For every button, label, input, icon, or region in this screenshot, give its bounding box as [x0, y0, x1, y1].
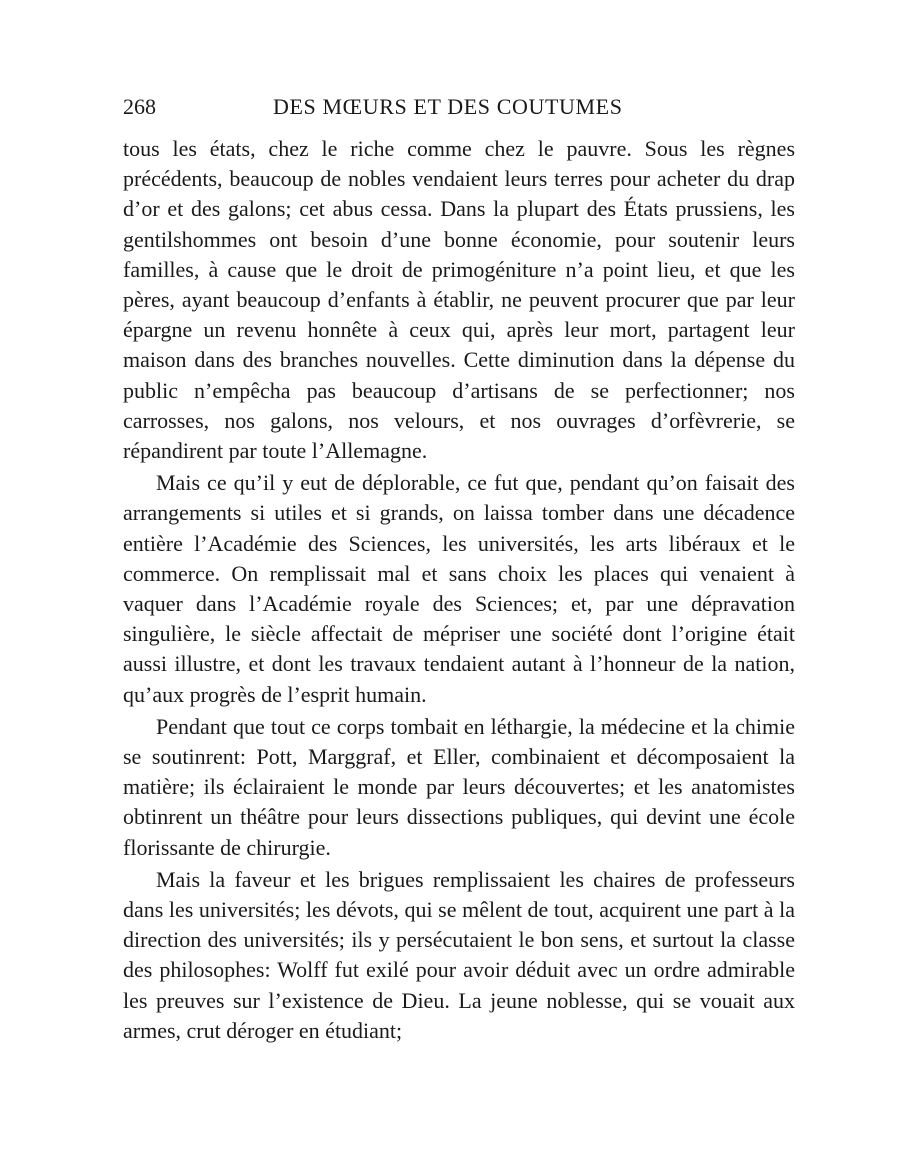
- paragraph-2: Mais ce qu’il y eut de déplorable, ce fut que, pendant qu’on faisait des arrangements si utiles et si grands, on laissa tomber dans une décadence entière l’Académie des Sciences, les universités, les arts libéraux et le commerce. On remplissait mal et sans choix les places qui venaient à vaquer dans l’Académie royale des Sciences; et, par une dépravation singulière, le siècle affectait de mépriser une société dont l’origine était aussi illustre, et dont les travaux tendaient autant à l’honneur de la nation, qu’aux progrès de l’esprit humain.: [123, 470, 795, 707]
- paragraph-3: Pendant que tout ce corps tombait en léthargie, la médecine et la chimie se soutinrent: Pott, Marggraf, et Eller, combinaient et décomposaient la matière; ils éclairaient le monde par leurs découvertes; et les anatomistes obtinrent un théâtre pour leurs dissections publiques, qui devint une école florissante de chirurgie.: [123, 713, 795, 860]
- book-page: [123, 90, 795, 1046]
- page-number: 268: [123, 94, 156, 119]
- body-text: [123, 134, 795, 1046]
- running-head: [123, 90, 795, 124]
- paragraph-1: tous les états, chez le riche comme chez le pauvre. Sous les règnes précédents, beaucoup de nobles vendaient leurs terres pour acheter du drap d’or et des galons; cet abus cessa. Dans la plupart des États prussiens, les gentilshommes ont besoin d’une bonne économie, pour soutenir leurs familles, à cause que le droit de primogéniture n’a point lieu, et que les pères, ayant beaucoup d’enfants à établir, ne peuvent procurer que par leur épargne un revenu honnête à ceux qui, après leur mort, partagent leur maison dans des branches nouvelles. Cette diminution dans la dépense du public n’empêcha pas beaucoup d’artisans de se perfectionner; nos carrosses, nos galons, nos velours, et nos ouvrages d’orfèvrerie, se répandirent par toute l’Allemagne.: [123, 136, 795, 464]
- paragraph-4: Mais la faveur et les brigues remplissaient les chaires de professeurs dans les universités; les dévots, qui se mêlent de tout, acquirent une part à la direction des universités; ils y persécutaient le bon sens, et surtout la classe des philosophes: Wolff fut exilé pour avoir déduit avec un ordre admirable les preuves sur l’existence de Dieu. La jeune noblesse, qui se vouait aux armes, crut déroger en étudiant;: [123, 866, 795, 1043]
- running-title: DES MŒURS ET DES COUTUMES: [273, 94, 623, 119]
